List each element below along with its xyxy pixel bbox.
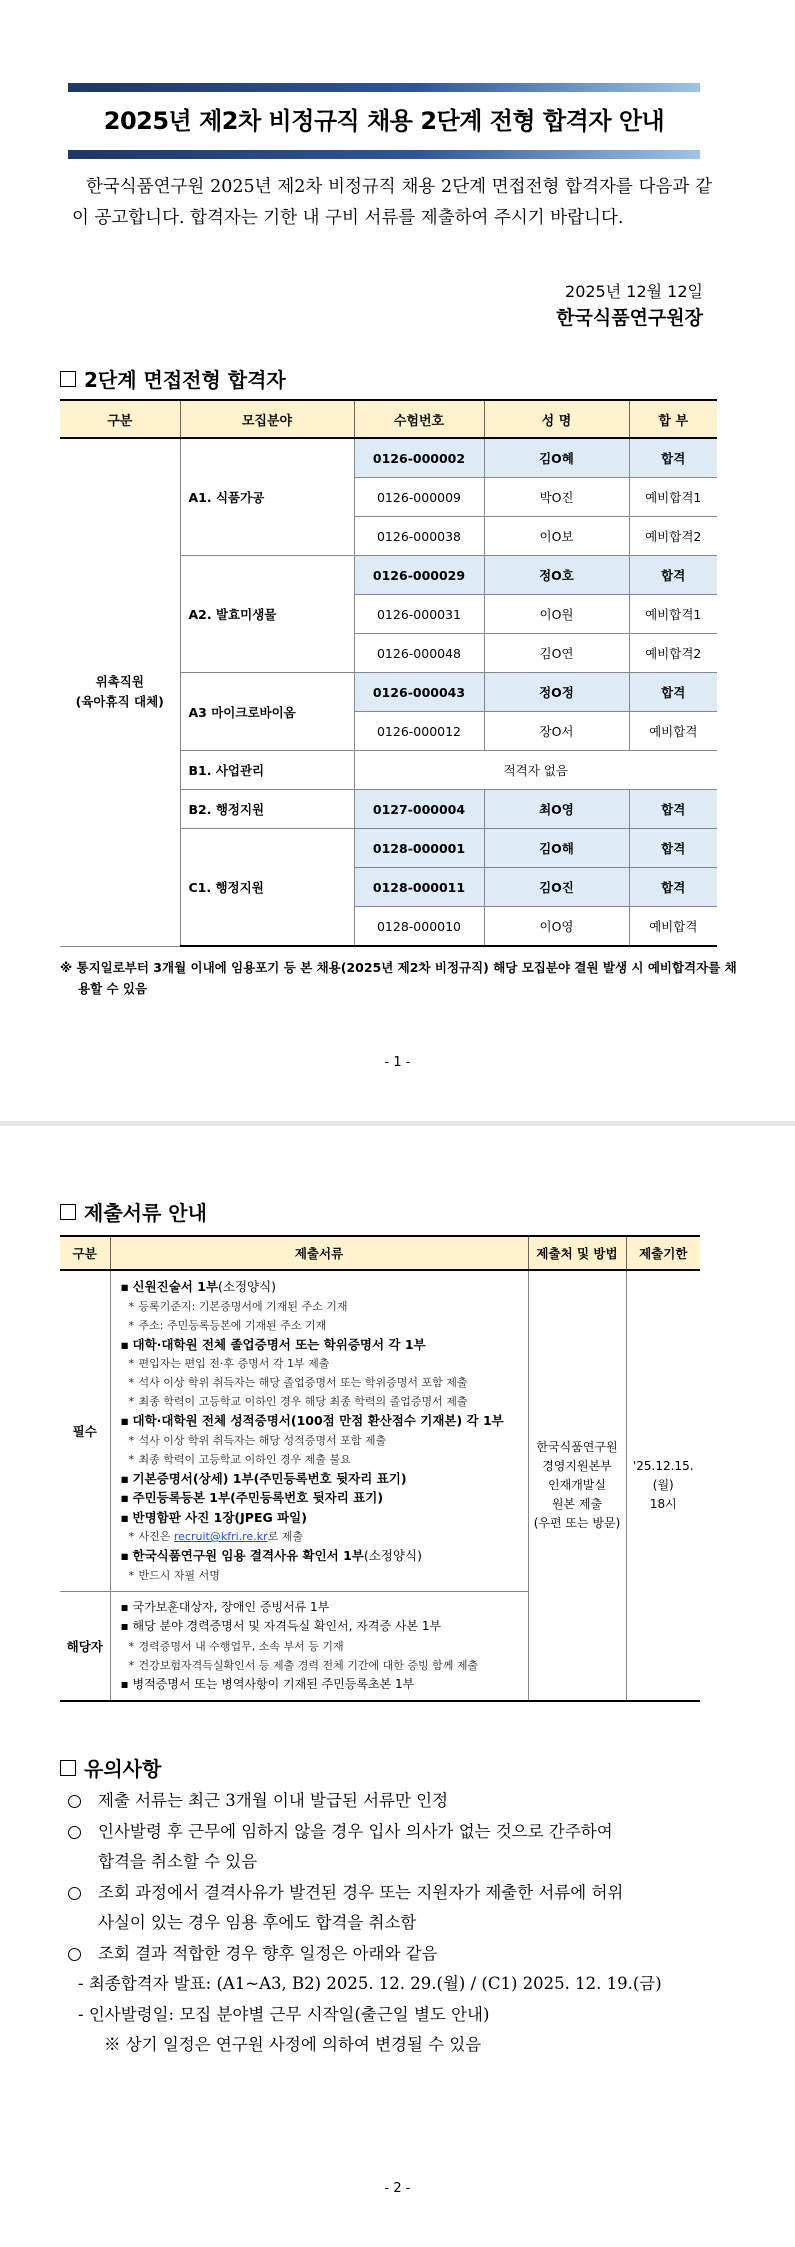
page-number-2: - 2 - xyxy=(384,2181,411,2196)
applicant-name: 이O보 xyxy=(484,517,629,556)
circle-bullet-icon xyxy=(68,1948,81,1961)
applicable-docs-list xyxy=(110,1591,528,1701)
result: 합격 xyxy=(629,868,717,907)
title-bar-top xyxy=(68,83,700,92)
section-interview-title-text: 2단계 면접전형 합격자 xyxy=(84,368,286,392)
note-text: 조회 결과 적합한 경우 향후 일정은 아래와 같음 xyxy=(98,1943,438,1963)
section-notes-title-text: 유의사항 xyxy=(84,1757,162,1781)
deadline-line: 18시 xyxy=(649,1497,677,1511)
result-table xyxy=(60,399,717,947)
result: 예비합격1 xyxy=(629,478,717,517)
doc-subitem: * 주소: 주민등록등본에 기재된 주소 기재 xyxy=(121,1316,522,1335)
reserve-note-text: ※ 통지일로부터 3개월 이내에 임용포기 등 본 채용(2025년 제2차 비정규직) 해당 모집분야 결원 발생 시 예비합격자를 채용할 수 있음 xyxy=(60,960,737,996)
doc-item: ▪ 대학·대학원 전체 졸업증명서 또는 학위증명서 각 1부 xyxy=(121,1335,522,1355)
doc-item: ▪ 기본증명서(상세) 1부(주민등록번호 뒷자리 표기) xyxy=(121,1469,522,1489)
circle-bullet-icon xyxy=(68,1826,81,1839)
category-line2: (육아휴직 대체) xyxy=(75,694,164,710)
category-line1: 위촉직원 xyxy=(95,674,144,690)
doc-text: 한국식품연구원 임용 결격사유 확인서 1부 xyxy=(132,1548,364,1563)
documents-table xyxy=(60,1235,700,1702)
page-1 xyxy=(0,0,795,1121)
doc-subitem: * 등록기준지: 기본증명서에 기재된 주소 기재 xyxy=(121,1297,522,1316)
documents-table-header xyxy=(60,1236,700,1270)
applicant-name: 정O호 xyxy=(484,556,629,595)
applicable-label: 해당자 xyxy=(60,1591,110,1701)
applicant-name: 정O정 xyxy=(484,673,629,712)
section-interview-title xyxy=(60,364,286,393)
doc-subitem: * 석사 이상 학위 취득자는 해당 성적증명서 포함 제출 xyxy=(121,1431,522,1450)
note-item xyxy=(68,1786,718,1817)
result: 합격 xyxy=(629,673,717,712)
doc-text: 신원진술서 1부 xyxy=(132,1279,218,1294)
required-docs-row xyxy=(60,1270,700,1591)
doc-subitem: * 건강보험자격득실확인서 등 제출 경력 전체 기간에 대한 증빙 함께 제출 xyxy=(121,1656,522,1675)
checkbox-icon xyxy=(60,1204,76,1220)
section-docs-title xyxy=(60,1197,207,1226)
submit-to-line: 한국식품연구원 xyxy=(536,1440,618,1454)
note-text: 인사발령 후 근무에 임하지 않을 경우 입사 의사가 없는 것으로 간주하여 xyxy=(98,1821,613,1841)
page-number-1: - 1 - xyxy=(384,1055,411,1070)
doc-item: ▪ 반명함판 사진 1장(JPEG 파일) xyxy=(121,1508,522,1528)
doc-item: ▪ 대학·대학원 전체 성적증명서(100점 만점 환산점수 기재본) 각 1부 xyxy=(121,1411,522,1431)
doc-subitem: * 최종 학력이 고등학교 이하인 경우 제출 불요 xyxy=(121,1450,522,1469)
applicant-name: 김O해 xyxy=(484,829,629,868)
result: 예비합격2 xyxy=(629,517,717,556)
doc-subitem: * 반드시 자필 서명 xyxy=(121,1566,522,1585)
schedule-item: - 인사발령일: 모집 분야별 근무 시작일(출근일 별도 안내) xyxy=(78,2004,490,2024)
field-c1: C1. 행정지원 xyxy=(180,829,354,947)
doc-subitem xyxy=(121,1527,522,1546)
exam-no: 0128-000011 xyxy=(354,868,484,907)
result: 예비합격1 xyxy=(629,595,717,634)
reserve-note xyxy=(60,957,738,999)
section-docs-title-text: 제출서류 안내 xyxy=(84,1201,207,1225)
col-exam-no: 수험번호 xyxy=(354,400,484,438)
document-title: 2025년 제2차 비정규직 채용 2단계 전형 합격자 안내 xyxy=(103,107,665,135)
doc-note: (소정양식) xyxy=(363,1548,422,1563)
col-submit-to: 제출처 및 방법 xyxy=(528,1236,626,1270)
circle-bullet-icon xyxy=(68,1795,81,1808)
result: 예비합격2 xyxy=(629,634,717,673)
exam-no: 0126-000002 xyxy=(354,438,484,478)
submit-to-cell xyxy=(528,1270,626,1701)
exam-no: 0126-000043 xyxy=(354,673,484,712)
exam-no: 0126-000029 xyxy=(354,556,484,595)
notes-list xyxy=(68,1786,718,2061)
result-table-header xyxy=(60,400,717,438)
doc-subitem: * 편입자는 편입 전·후 증명서 각 1부 제출 xyxy=(121,1354,522,1373)
required-label: 필수 xyxy=(60,1270,110,1591)
submit-to-line: 경영지원본부 xyxy=(542,1459,612,1473)
circle-bullet-icon xyxy=(68,1887,81,1900)
exam-no: 0127-000004 xyxy=(354,790,484,829)
issuer-org: 한국식품연구원장 xyxy=(556,307,703,329)
note-item-cont: 합격을 취소할 수 있음 xyxy=(98,1852,258,1871)
result: 예비합격 xyxy=(629,907,717,947)
result: 합격 xyxy=(629,829,717,868)
deadline-cell xyxy=(626,1270,700,1701)
doc-note: (소정양식) xyxy=(218,1279,277,1294)
field-b2: B2. 행정지원 xyxy=(180,790,354,829)
doc-subitem: * 경력증명서 내 수행업무, 소속 부서 등 기재 xyxy=(121,1637,522,1656)
category-cell xyxy=(60,438,180,946)
exam-no: 0126-000012 xyxy=(354,712,484,751)
exam-no: 0128-000010 xyxy=(354,907,484,947)
exam-no: 0126-000048 xyxy=(354,634,484,673)
doc-item xyxy=(121,1277,522,1297)
applicant-name: 장O서 xyxy=(484,712,629,751)
col-name: 성 명 xyxy=(484,400,629,438)
result: 합격 xyxy=(629,790,717,829)
doc-subitem: * 석사 이상 학위 취득자는 해당 졸업증명서 또는 학위증명서 포함 제출 xyxy=(121,1373,522,1392)
exam-no: 0126-000038 xyxy=(354,517,484,556)
schedule-note: ※ 상기 일정은 연구원 사정에 의하여 변경될 수 있음 xyxy=(104,2035,482,2054)
no-qualified-applicant: 적격자 없음 xyxy=(354,751,717,790)
intro-paragraph: 한국식품연구원 2025년 제2차 비정규직 채용 2단계 면접전형 합격자를 다음과 같이 공고합니다. 합격자는 기한 내 구비 서류를 제출하여 주시기 바랍니다. xyxy=(72,177,712,228)
note-item xyxy=(68,1878,718,1909)
title-bar-bottom xyxy=(68,150,700,159)
exam-no: 0126-000031 xyxy=(354,595,484,634)
announcement-date: 2025년 12월 12일 xyxy=(565,282,703,301)
col-result: 합 부 xyxy=(629,400,717,438)
doc-subitem: * 최종 학력이 고등학교 이하인 경우 해당 최종 학력의 졸업증명서 제출 xyxy=(121,1392,522,1411)
submit-to-line: 원본 제출 xyxy=(551,1497,603,1511)
note-text: 조회 과정에서 결격사유가 발견된 경우 또는 지원자가 제출한 서류에 허위 xyxy=(98,1882,624,1902)
section-notes-title xyxy=(60,1753,161,1782)
doc-item xyxy=(121,1546,522,1566)
doc-item: ▪ 국가보훈대상자, 장애인 증빙서류 1부 xyxy=(121,1598,522,1618)
note-item xyxy=(68,1817,718,1848)
exam-no: 0126-000009 xyxy=(354,478,484,517)
doc-subitem-text: 사진은 xyxy=(138,1530,174,1543)
submit-to-line: (우편 또는 방문) xyxy=(533,1516,621,1530)
applicant-name: 김O혜 xyxy=(484,438,629,478)
table-row xyxy=(60,438,717,478)
applicant-name: 이O영 xyxy=(484,907,629,947)
deadline-line: '25.12.15.(월) xyxy=(632,1459,694,1492)
applicant-name: 최O영 xyxy=(484,790,629,829)
col-deadline: 제출기한 xyxy=(626,1236,700,1270)
submit-to-line: 인재개발실 xyxy=(548,1478,606,1492)
checkbox-icon xyxy=(60,1760,76,1776)
applicant-name: 김O진 xyxy=(484,868,629,907)
applicant-name: 김O연 xyxy=(484,634,629,673)
doc-item: ▪ 주민등록등본 1부(주민등록번호 뒷자리 표기) xyxy=(121,1488,522,1508)
col-field: 모집분야 xyxy=(180,400,354,438)
exam-no: 0128-000001 xyxy=(354,829,484,868)
field-a2: A2. 발효미생물 xyxy=(180,556,354,673)
result: 합격 xyxy=(629,556,717,595)
doc-item: ▪ 해당 분야 경력증명서 및 자격득실 확인서, 자격증 사본 1부 xyxy=(121,1617,522,1637)
field-b1: B1. 사업관리 xyxy=(180,751,354,790)
field-a3: A3 마이크로바이옴 xyxy=(180,673,354,751)
note-text: 제출 서류는 최근 3개월 이내 발급된 서류만 인정 xyxy=(98,1791,449,1810)
field-a1: A1. 식품가공 xyxy=(180,438,354,556)
schedule-item: - 최종합격자 발표: (A1~A3, B2) 2025. 12. 29.(월) / (C1) 2025. 12. 19.(금) xyxy=(78,1974,662,1993)
recruit-email-link[interactable]: recruit@kfri.re.kr xyxy=(173,1530,268,1543)
required-docs-list xyxy=(110,1270,528,1591)
col-documents: 제출서류 xyxy=(110,1236,528,1270)
doc-item: ▪ 병적증명서 또는 병역사항이 기재된 주민등록초본 1부 xyxy=(121,1675,522,1695)
note-item-cont: 사실이 있는 경우 임용 후에도 합격을 취소함 xyxy=(98,1913,417,1932)
applicant-name: 이O원 xyxy=(484,595,629,634)
applicant-name: 박O진 xyxy=(484,478,629,517)
result: 예비합격 xyxy=(629,712,717,751)
col-type: 구분 xyxy=(60,1236,110,1270)
col-category: 구분 xyxy=(60,400,180,438)
note-item xyxy=(68,1939,718,1970)
doc-subitem-text: 로 제출 xyxy=(267,1530,303,1543)
checkbox-icon xyxy=(60,371,76,387)
result: 합격 xyxy=(629,438,717,478)
